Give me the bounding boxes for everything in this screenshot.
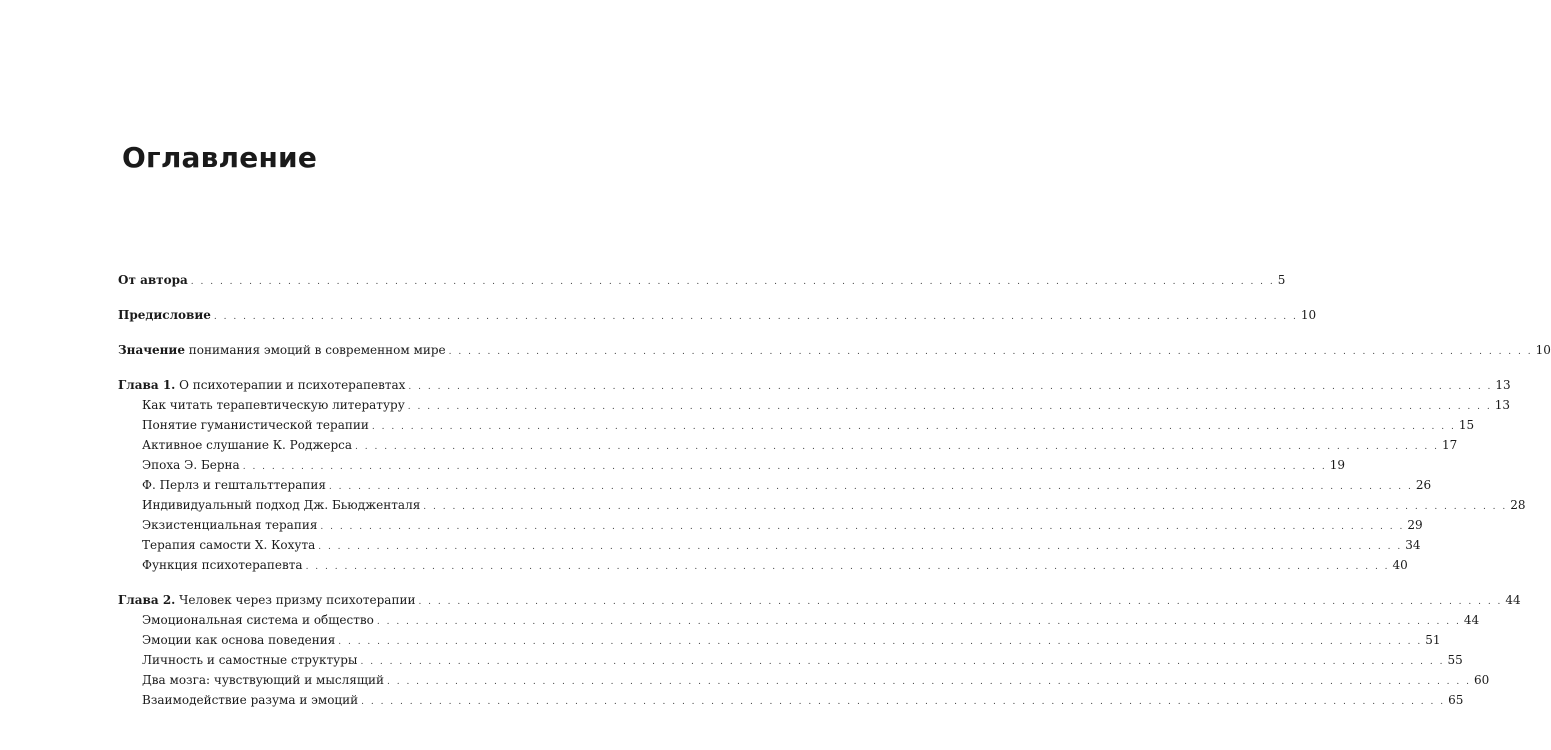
toc-page-number: 10 bbox=[1300, 308, 1317, 322]
toc-entry-label bbox=[118, 590, 415, 610]
toc-entry-preface[interactable] bbox=[118, 305, 1317, 325]
toc-entry-bold: Глава 1. bbox=[118, 378, 176, 392]
toc-entry-chapter-2[interactable] bbox=[118, 590, 1521, 610]
toc-entry-label: Эмоции как основа поведения bbox=[142, 633, 336, 647]
dot-leader bbox=[418, 592, 1502, 612]
toc-page-number: 15 bbox=[1458, 418, 1475, 432]
toc-entry-label: Экзистенциальная терапия bbox=[142, 518, 318, 532]
toc-entry-sub[interactable] bbox=[118, 435, 1458, 455]
dot-leader bbox=[372, 417, 1456, 437]
toc-entry-bold: От автора bbox=[118, 273, 188, 287]
dot-leader bbox=[355, 437, 1439, 457]
page-title: Оглавление bbox=[122, 141, 318, 174]
toc-page-number: 65 bbox=[1448, 693, 1464, 707]
toc-entry-sub[interactable] bbox=[118, 555, 1408, 575]
toc-entry-label: Взаимодействие разума и эмоций bbox=[142, 693, 359, 707]
toc-entry-label bbox=[118, 305, 211, 325]
toc-entry-from-author[interactable] bbox=[118, 270, 1286, 290]
toc-entry-sub[interactable] bbox=[118, 690, 1464, 710]
dot-leader bbox=[318, 537, 1402, 557]
toc-page-number: 44 bbox=[1463, 613, 1480, 627]
toc-entry-sub[interactable] bbox=[118, 630, 1441, 650]
toc-entry-label: Эпоха Э. Берна bbox=[142, 458, 240, 472]
toc-page-number: 51 bbox=[1425, 633, 1441, 647]
table-of-contents bbox=[118, 270, 1551, 710]
dot-leader bbox=[191, 272, 1275, 292]
dot-leader bbox=[377, 612, 1461, 632]
dot-leader bbox=[306, 557, 1390, 577]
dot-leader bbox=[243, 457, 1327, 477]
toc-entry-sub[interactable] bbox=[118, 535, 1421, 555]
toc-entry-label: Терапия самости Х. Кохута bbox=[142, 538, 316, 552]
toc-entry-label: Как читать терапевтическую литературу bbox=[142, 398, 405, 412]
toc-entry-significance[interactable] bbox=[118, 340, 1551, 360]
toc-entry-label: Ф. Перлз и гештальттерапия bbox=[142, 478, 326, 492]
toc-page-number: 34 bbox=[1405, 538, 1421, 552]
dot-leader bbox=[423, 497, 1507, 517]
dot-leader bbox=[320, 517, 1404, 537]
toc-entry-label: Активное слушание К. Роджерса bbox=[142, 438, 353, 452]
toc-page-number: 26 bbox=[1415, 478, 1432, 492]
toc-entry-bold: Глава 2. bbox=[118, 593, 176, 607]
toc-page-number: 55 bbox=[1447, 653, 1463, 667]
dot-leader bbox=[338, 632, 1422, 652]
toc-entry-chapter-1[interactable] bbox=[118, 375, 1511, 395]
toc-entry-sub[interactable] bbox=[118, 670, 1490, 690]
toc-page-number: 19 bbox=[1329, 458, 1345, 472]
dot-leader bbox=[449, 342, 1533, 362]
toc-entry-text: понимания эмоций в современном мире bbox=[184, 343, 446, 357]
toc-entry-sub[interactable] bbox=[118, 395, 1511, 415]
toc-page-number: 10 bbox=[1535, 343, 1551, 357]
toc-entry-bold: Предисловие bbox=[118, 308, 211, 322]
toc-page-number: 40 bbox=[1392, 558, 1408, 572]
toc-entry-sub[interactable] bbox=[118, 515, 1423, 535]
toc-entry-label: Индивидуальный подход Дж. Бьюдженталя bbox=[142, 498, 421, 512]
toc-entry-sub[interactable] bbox=[118, 415, 1475, 435]
toc-page-number: 5 bbox=[1277, 273, 1286, 287]
dot-leader bbox=[361, 692, 1445, 712]
toc-entry-label bbox=[118, 270, 188, 290]
toc-entry-bold: Значение bbox=[118, 343, 185, 357]
toc-entry-label: Личность и самостные структуры bbox=[142, 653, 358, 667]
toc-entry-sub[interactable] bbox=[118, 650, 1463, 670]
toc-entry-label bbox=[118, 340, 446, 360]
dot-leader bbox=[214, 307, 1298, 327]
toc-entry-label: Понятие гуманистической терапии bbox=[142, 418, 369, 432]
toc-entry-sub[interactable] bbox=[118, 495, 1526, 515]
toc-page-number: 28 bbox=[1510, 498, 1526, 512]
toc-entry-sub[interactable] bbox=[118, 475, 1432, 495]
toc-entry-sub[interactable] bbox=[118, 610, 1480, 630]
toc-entry-label: Два мозга: чувствующий и мыслящий bbox=[142, 673, 384, 687]
toc-page-number: 13 bbox=[1494, 398, 1511, 412]
toc-page-number: 60 bbox=[1473, 673, 1490, 687]
dot-leader bbox=[408, 377, 1492, 397]
dot-leader bbox=[360, 652, 1444, 672]
dot-leader bbox=[408, 397, 1492, 417]
dot-leader bbox=[329, 477, 1413, 497]
toc-page-number: 29 bbox=[1407, 518, 1423, 532]
toc-page-number: 44 bbox=[1505, 593, 1521, 607]
toc-page-number: 13 bbox=[1495, 378, 1511, 392]
toc-page-number: 17 bbox=[1442, 438, 1458, 452]
toc-entry-label: Эмоциональная система и общество bbox=[142, 613, 374, 627]
toc-entry-label: Функция психотерапевта bbox=[142, 558, 303, 572]
toc-entry-text: Человек через призму психотерапии bbox=[175, 593, 416, 607]
toc-entry-text: О психотерапии и психотерапевтах bbox=[175, 378, 406, 392]
dot-leader bbox=[387, 672, 1471, 692]
toc-entry-sub[interactable] bbox=[118, 455, 1345, 475]
toc-entry-label bbox=[118, 375, 405, 395]
